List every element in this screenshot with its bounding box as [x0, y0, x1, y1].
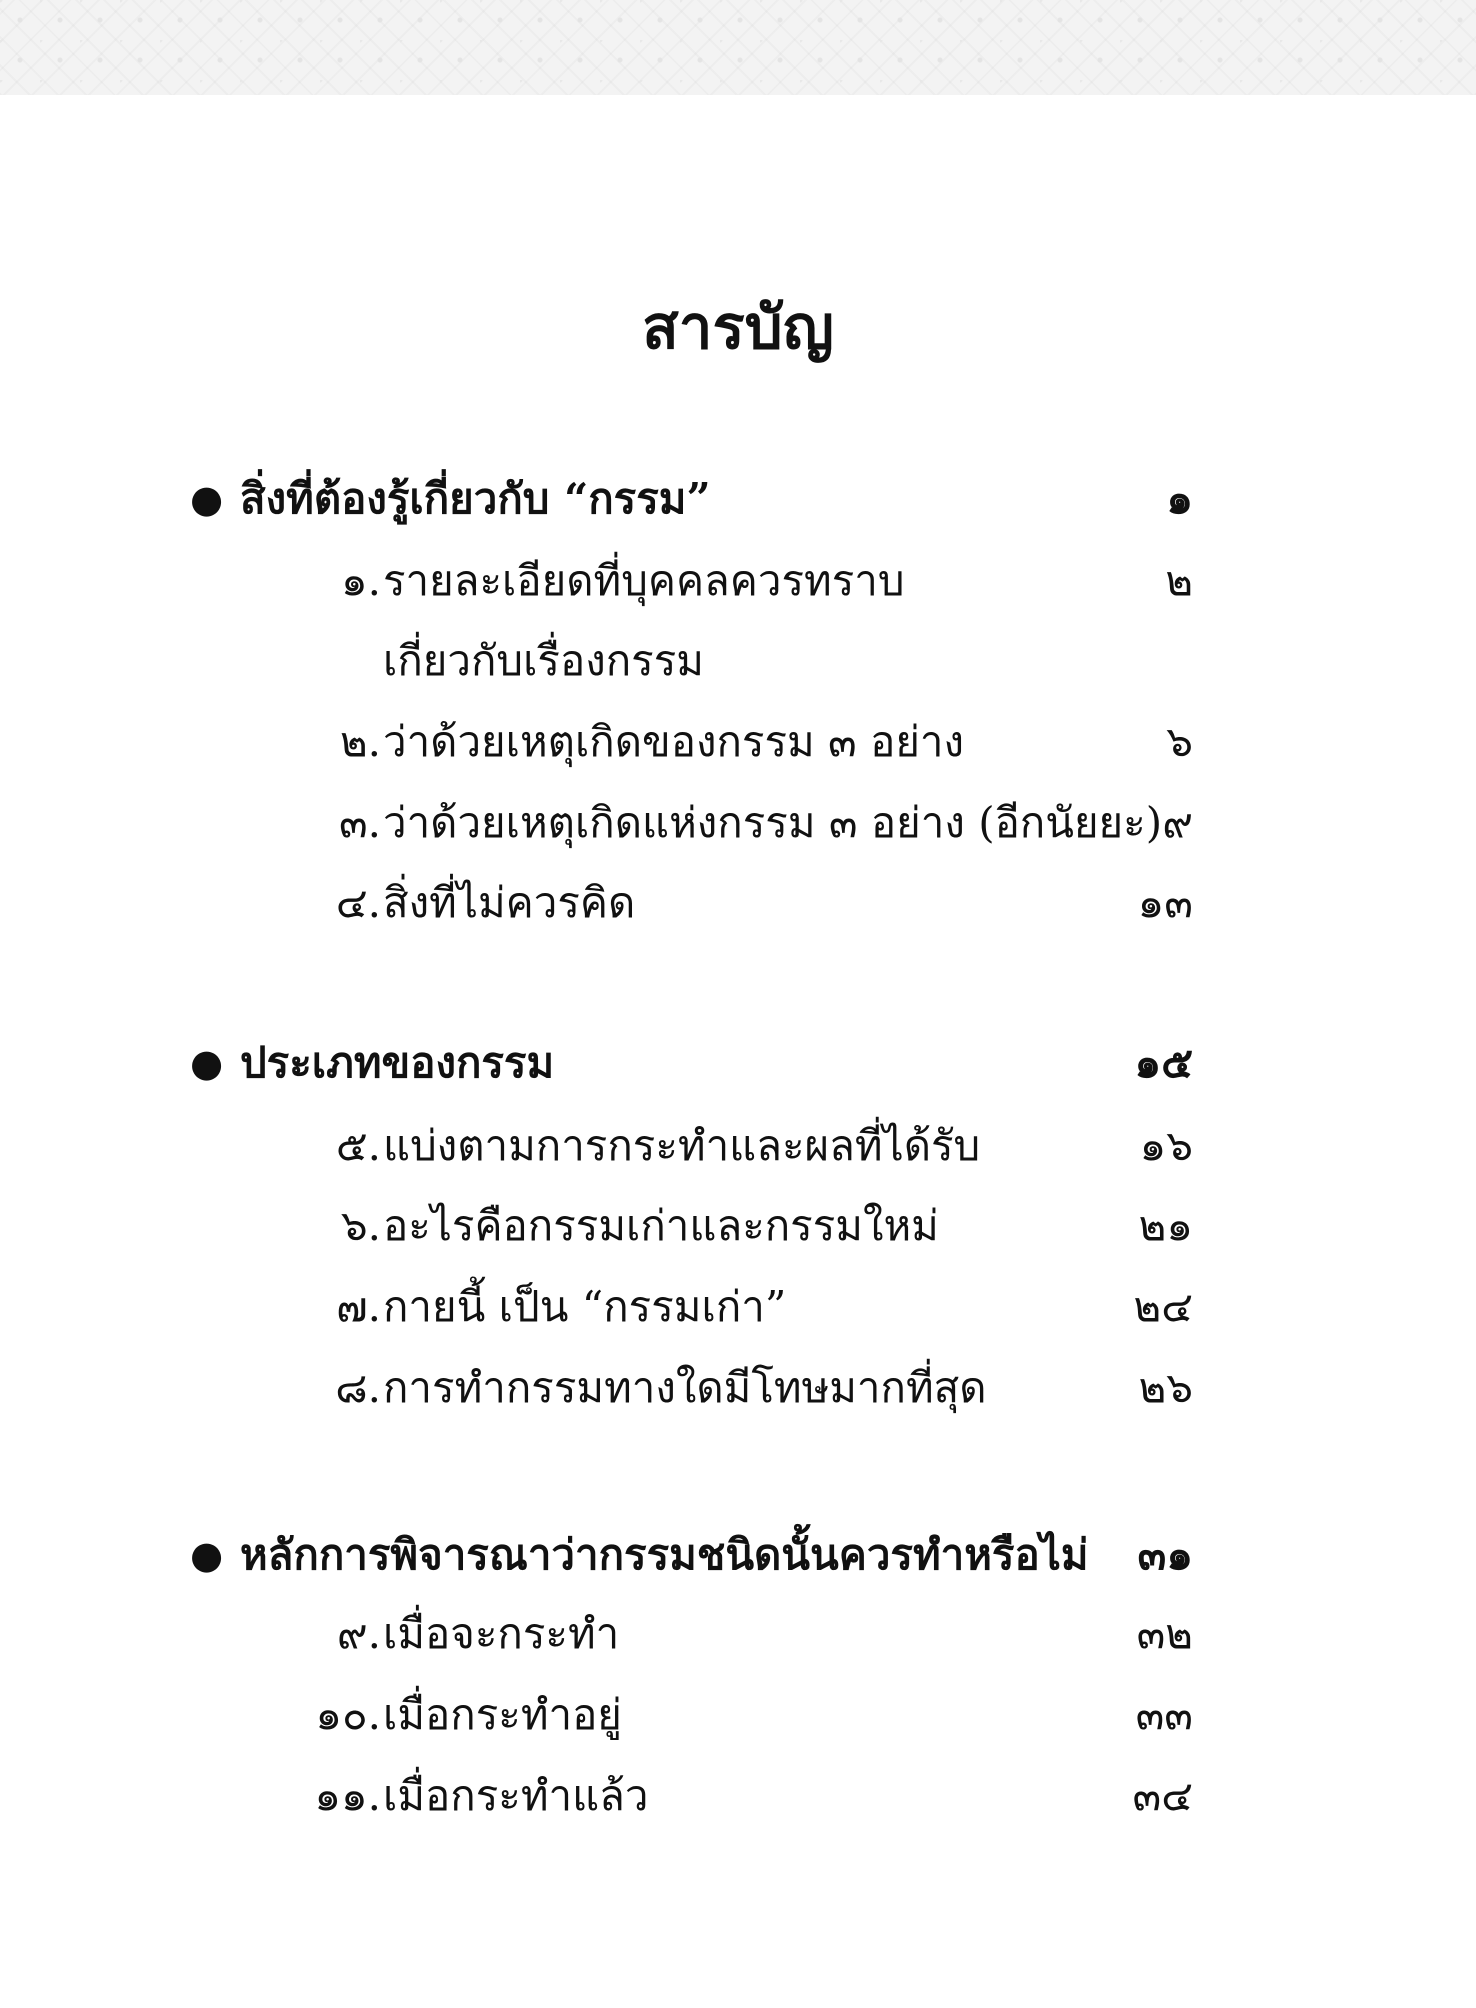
toc-item[interactable]: [0, 1115, 1476, 1177]
item-page-number: ๑๖: [1139, 1121, 1193, 1170]
item-title: เมื่อกระทำอยู่: [383, 1690, 622, 1739]
section-title: ประเภทของกรรม: [240, 1038, 555, 1087]
item-number: ๓.: [338, 798, 381, 847]
item-number: ๔.: [335, 878, 381, 927]
item-page-number: ๑๓: [1137, 878, 1193, 927]
item-title: การทำกรรมทางใดมีโทษมากที่สุด: [383, 1363, 987, 1412]
item-page-number: ๖: [1166, 717, 1193, 766]
item-title: เมื่อจะกระทำ: [383, 1609, 620, 1658]
section-title: หลักการพิจารณาว่ากรรมชนิดนั้นควรทำหรือไม่: [240, 1530, 1089, 1579]
toc-item[interactable]: [0, 550, 1476, 612]
toc-item[interactable]: [0, 1603, 1476, 1665]
item-number: ๗.: [336, 1282, 381, 1331]
bullet-icon: ●: [190, 1533, 224, 1577]
toc-item[interactable]: [0, 1276, 1476, 1338]
item-number: ๑๐.: [315, 1690, 381, 1739]
item-page-number: ๙: [1162, 798, 1193, 847]
item-title: กายนี้ เป็น “กรรมเก่า”: [383, 1282, 787, 1331]
toc-item[interactable]: [0, 1195, 1476, 1257]
item-title: อะไรคือกรรมเก่าและกรรมใหม่: [383, 1201, 939, 1250]
item-page-number: ๒๖: [1138, 1363, 1193, 1412]
toc-item[interactable]: [0, 1357, 1476, 1419]
section-page-number: ๑: [1166, 474, 1193, 523]
item-number: ๑.: [340, 556, 381, 605]
item-page-number: ๒: [1165, 556, 1193, 605]
item-title: ว่าด้วยเหตุเกิดแห่งกรรม ๓ อย่าง (อีกนัยยะ): [383, 798, 1163, 847]
item-title: เมื่อกระทำแล้ว: [383, 1771, 649, 1820]
toc-item[interactable]: [0, 1765, 1476, 1827]
section-title: สิ่งที่ต้องรู้เกี่ยวกับ “กรรม”: [240, 474, 711, 523]
item-title: รายละเอียดที่บุคคลควรทราบ: [383, 556, 905, 605]
item-page-number: ๓๓: [1135, 1690, 1193, 1739]
item-page-number: ๒๔: [1133, 1282, 1193, 1331]
item-number: ๑๑.: [314, 1771, 381, 1820]
item-page-number: ๒๑: [1138, 1201, 1193, 1250]
toc-item[interactable]: [0, 872, 1476, 934]
item-page-number: ๓๔: [1132, 1771, 1193, 1820]
section-page-number: ๓๑: [1137, 1530, 1193, 1579]
toc-item-continuation: [0, 630, 1476, 692]
toc-section[interactable]: [0, 1032, 1476, 1094]
section-page-number: ๑๕: [1134, 1038, 1193, 1087]
item-title: แบ่งตามการกระทำและผลที่ได้รับ: [383, 1121, 981, 1170]
item-title: สิ่งที่ไม่ควรคิด: [383, 878, 636, 927]
item-number: ๙.: [336, 1609, 381, 1658]
item-title: ว่าด้วยเหตุเกิดของกรรม ๓ อย่าง: [383, 717, 965, 766]
item-title-line-2: เกี่ยวกับเรื่องกรรม: [383, 636, 704, 685]
bullet-icon: ●: [190, 477, 224, 521]
toc-item[interactable]: [0, 792, 1476, 854]
item-number: ๘.: [335, 1363, 381, 1412]
page-title: สารบัญ: [642, 293, 834, 363]
item-number: ๕.: [335, 1121, 381, 1170]
item-number: ๖.: [340, 1201, 381, 1250]
item-page-number: ๓๒: [1136, 1609, 1193, 1658]
toc-section[interactable]: [0, 468, 1476, 530]
toc-item[interactable]: [0, 1684, 1476, 1746]
item-number: ๒.: [339, 717, 381, 766]
toc-section[interactable]: [0, 1524, 1476, 1586]
bullet-icon: ●: [190, 1041, 224, 1085]
toc-item[interactable]: [0, 711, 1476, 773]
